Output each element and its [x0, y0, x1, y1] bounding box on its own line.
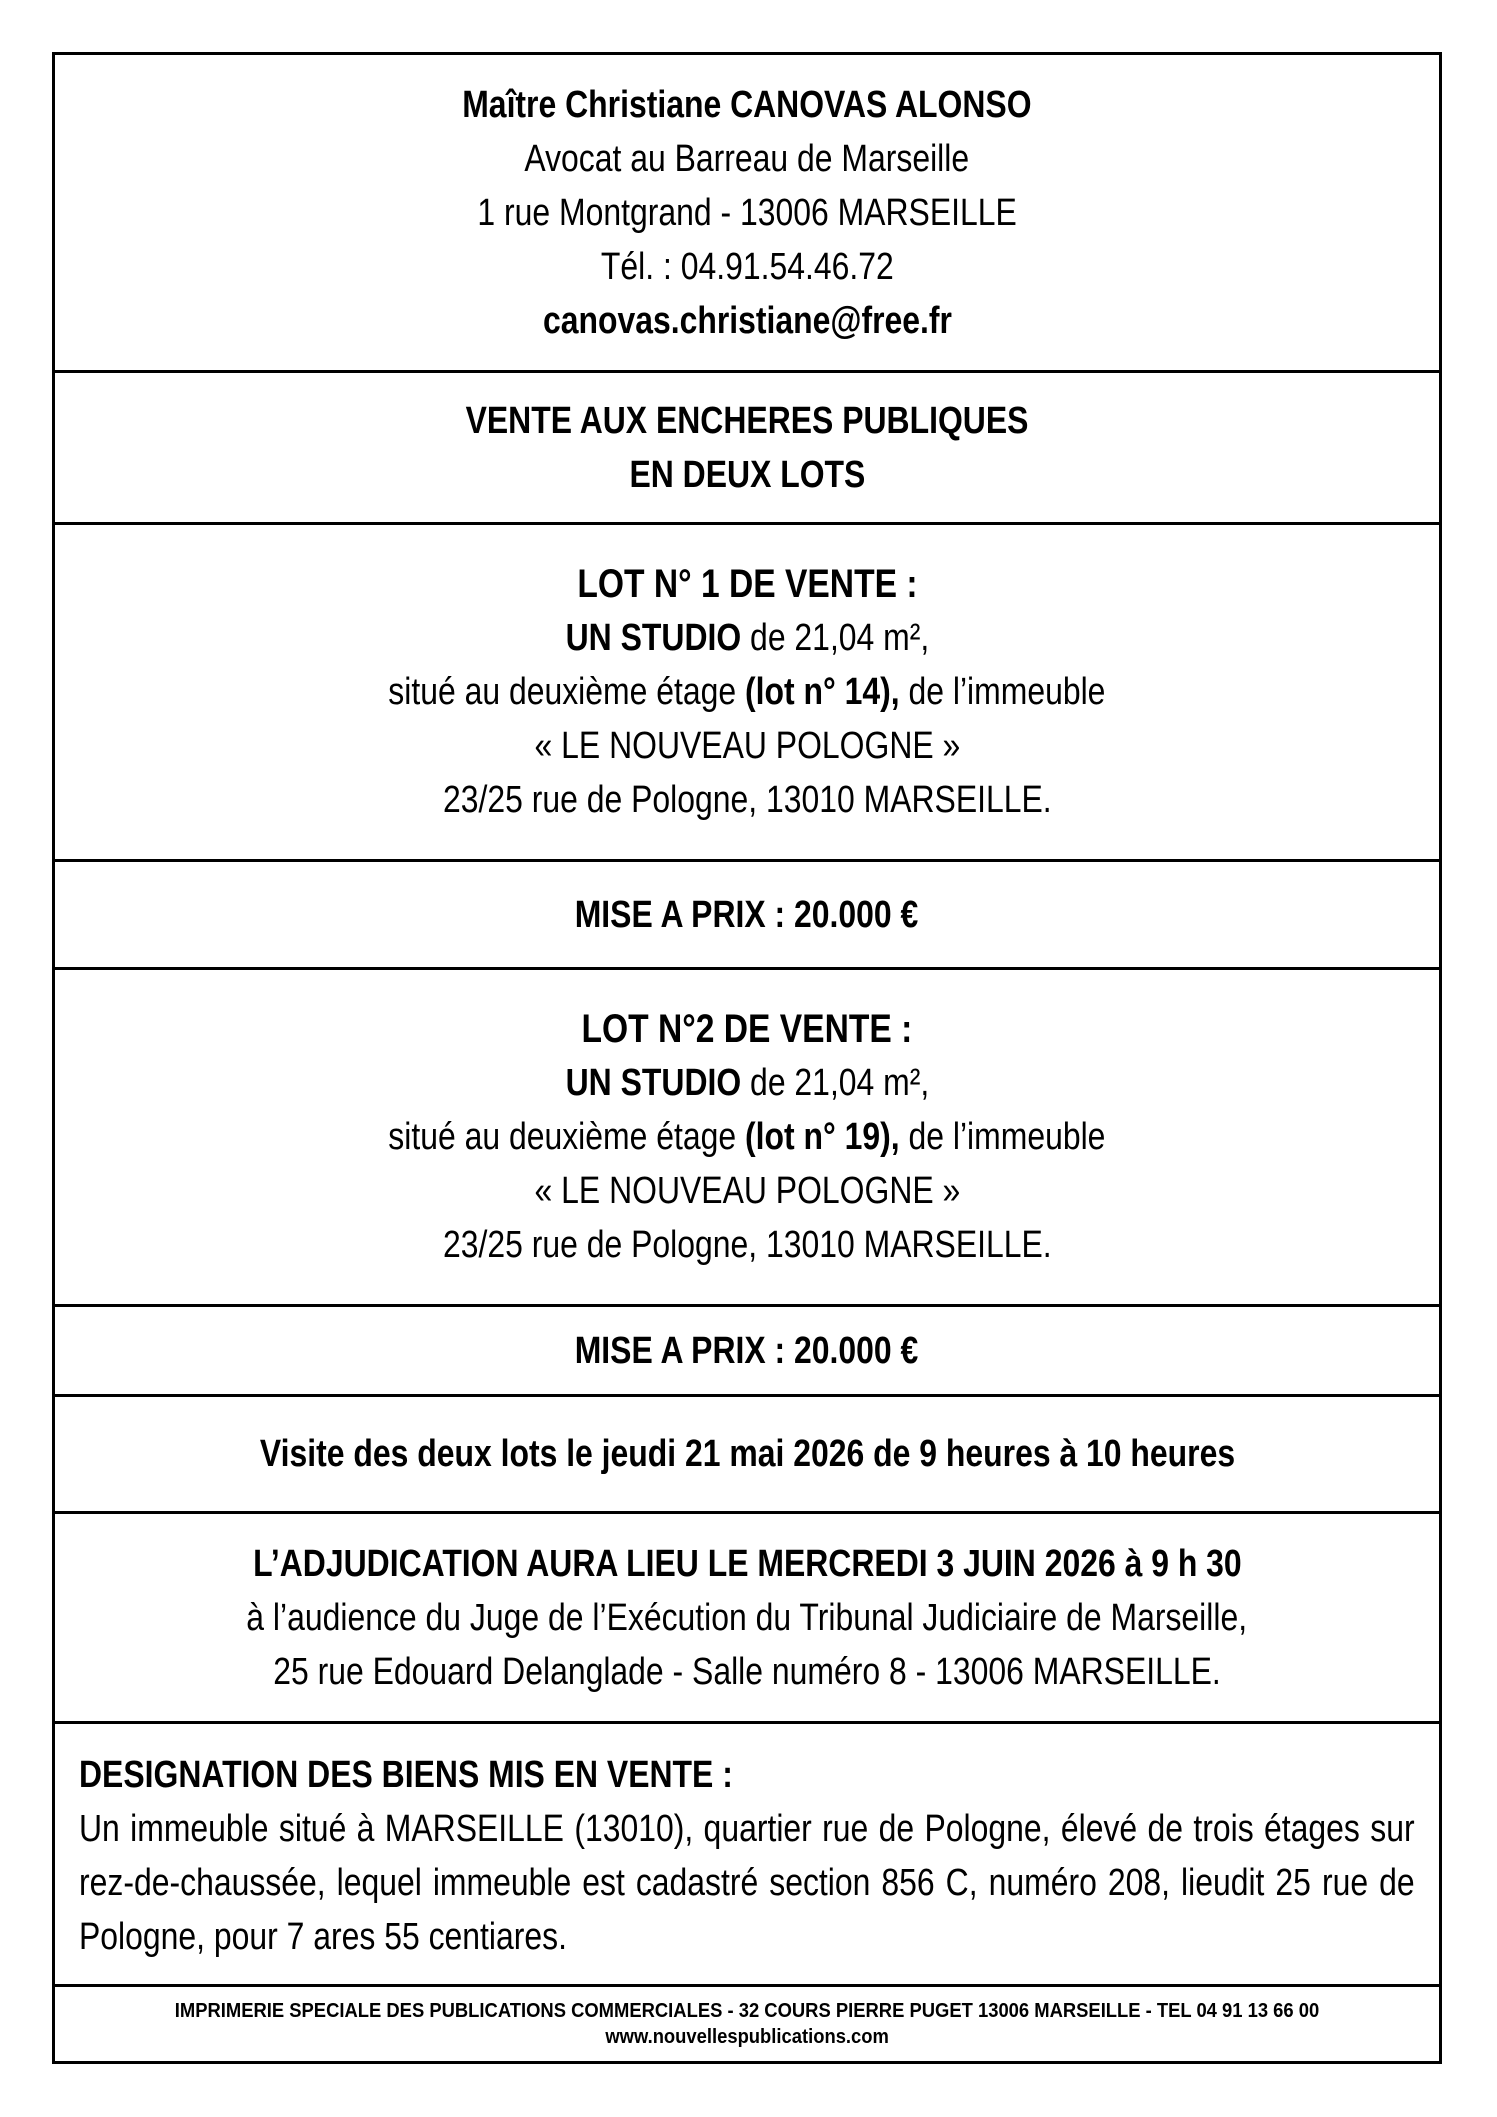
lot1-price: MISE A PRIX : 20.000 €: [575, 893, 919, 936]
lot2-price: MISE A PRIX : 20.000 €: [575, 1329, 919, 1372]
lot2-floor: [388, 1110, 1105, 1164]
lot1-address: 23/25 rue de Pologne, 13010 MARSEILLE.: [442, 779, 1052, 821]
adjudication-address: 25 rue Edouard Delanglade - Salle numéro 8 - 13006 MARSEILLE.: [273, 1650, 1221, 1693]
lot2-heading: LOT N°2 DE VENTE :: [581, 1007, 913, 1051]
lot1-type: [565, 611, 929, 665]
lot1-building: « LE NOUVEAU POLOGNE »: [534, 725, 960, 767]
lawyer-name: Maître Christiane CANOVAS ALONSO: [462, 83, 1032, 126]
sale-title-line2: EN DEUX LOTS: [629, 453, 865, 496]
designation-section: [55, 1724, 1439, 1987]
lot1-floor-pre: situé au deuxième étage: [388, 671, 746, 713]
lot2-type-rest: de 21,04 m²,: [740, 1062, 929, 1104]
notice-frame: [52, 52, 1442, 2064]
lot2-floor-bold: (lot n° 19),: [745, 1116, 900, 1158]
lot1-type-bold: UN STUDIO: [565, 617, 741, 659]
lot2-floor-pre: situé au deuxième étage: [388, 1116, 746, 1158]
lot2-address: 23/25 rue de Pologne, 13010 MARSEILLE.: [442, 1224, 1052, 1266]
printer-info: IMPRIMERIE SPECIALE DES PUBLICATIONS COMMERCIALES - 32 COURS PIERRE PUGET 13006 MARSEILLE - TEL 04 91 13 66 00: [174, 2000, 1320, 2022]
lawyer-header: [55, 55, 1439, 373]
lawyer-email[interactable]: canovas.christiane@free.fr: [542, 299, 952, 342]
adjudication-court: à l’audience du Juge de l’Exécution du Tribunal Judiciaire de Marseille,: [246, 1596, 1248, 1639]
lawyer-address: 1 rue Montgrand - 13006 MARSEILLE: [477, 191, 1017, 234]
lot1-price-section: [55, 862, 1439, 970]
visit-text: Visite des deux lots le jeudi 21 mai 2026 de 9 heures à 10 heures: [259, 1433, 1235, 1475]
printer-footer: [55, 1987, 1439, 2061]
lot2-section: [55, 970, 1439, 1307]
lot2-building: « LE NOUVEAU POLOGNE »: [534, 1170, 960, 1212]
designation-text: Un immeuble situé à MARSEILLE (13010), quartier rue de Pologne, élevé de trois étages sur rez-de-chaussée, lequel immeuble est cadastré section 856 C, numéro 208, lieudit 25 rue de Pologne, pour 7 ares 55 centiares.: [79, 1808, 1415, 1958]
lawyer-title: Avocat au Barreau de Marseille: [524, 137, 970, 180]
lawyer-phone: Tél. : 04.91.54.46.72: [600, 245, 894, 288]
adjudication-heading: L’ADJUDICATION AURA LIEU LE MERCREDI 3 JUIN 2026 à 9 h 30: [252, 1542, 1242, 1585]
printer-website[interactable]: www.nouvellespublications.com: [605, 2026, 889, 2048]
lot2-type: [565, 1056, 929, 1110]
designation-heading: DESIGNATION DES BIENS MIS EN VENTE :: [79, 1754, 733, 1796]
visit-section: [55, 1397, 1439, 1514]
lot1-floor-bold: (lot n° 14),: [745, 671, 900, 713]
lot1-floor: [388, 665, 1105, 719]
sale-title-line1: VENTE AUX ENCHERES PUBLIQUES: [465, 399, 1029, 442]
lot2-price-section: [55, 1307, 1439, 1397]
lot1-floor-post: de l’immeuble: [899, 671, 1106, 713]
adjudication-section: [55, 1514, 1439, 1724]
lot1-heading: LOT N° 1 DE VENTE :: [576, 562, 918, 606]
lot1-type-rest: de 21,04 m²,: [740, 617, 929, 659]
lot2-type-bold: UN STUDIO: [565, 1062, 741, 1104]
lot1-section: [55, 525, 1439, 862]
sale-title: [55, 373, 1439, 525]
lot2-floor-post: de l’immeuble: [899, 1116, 1106, 1158]
